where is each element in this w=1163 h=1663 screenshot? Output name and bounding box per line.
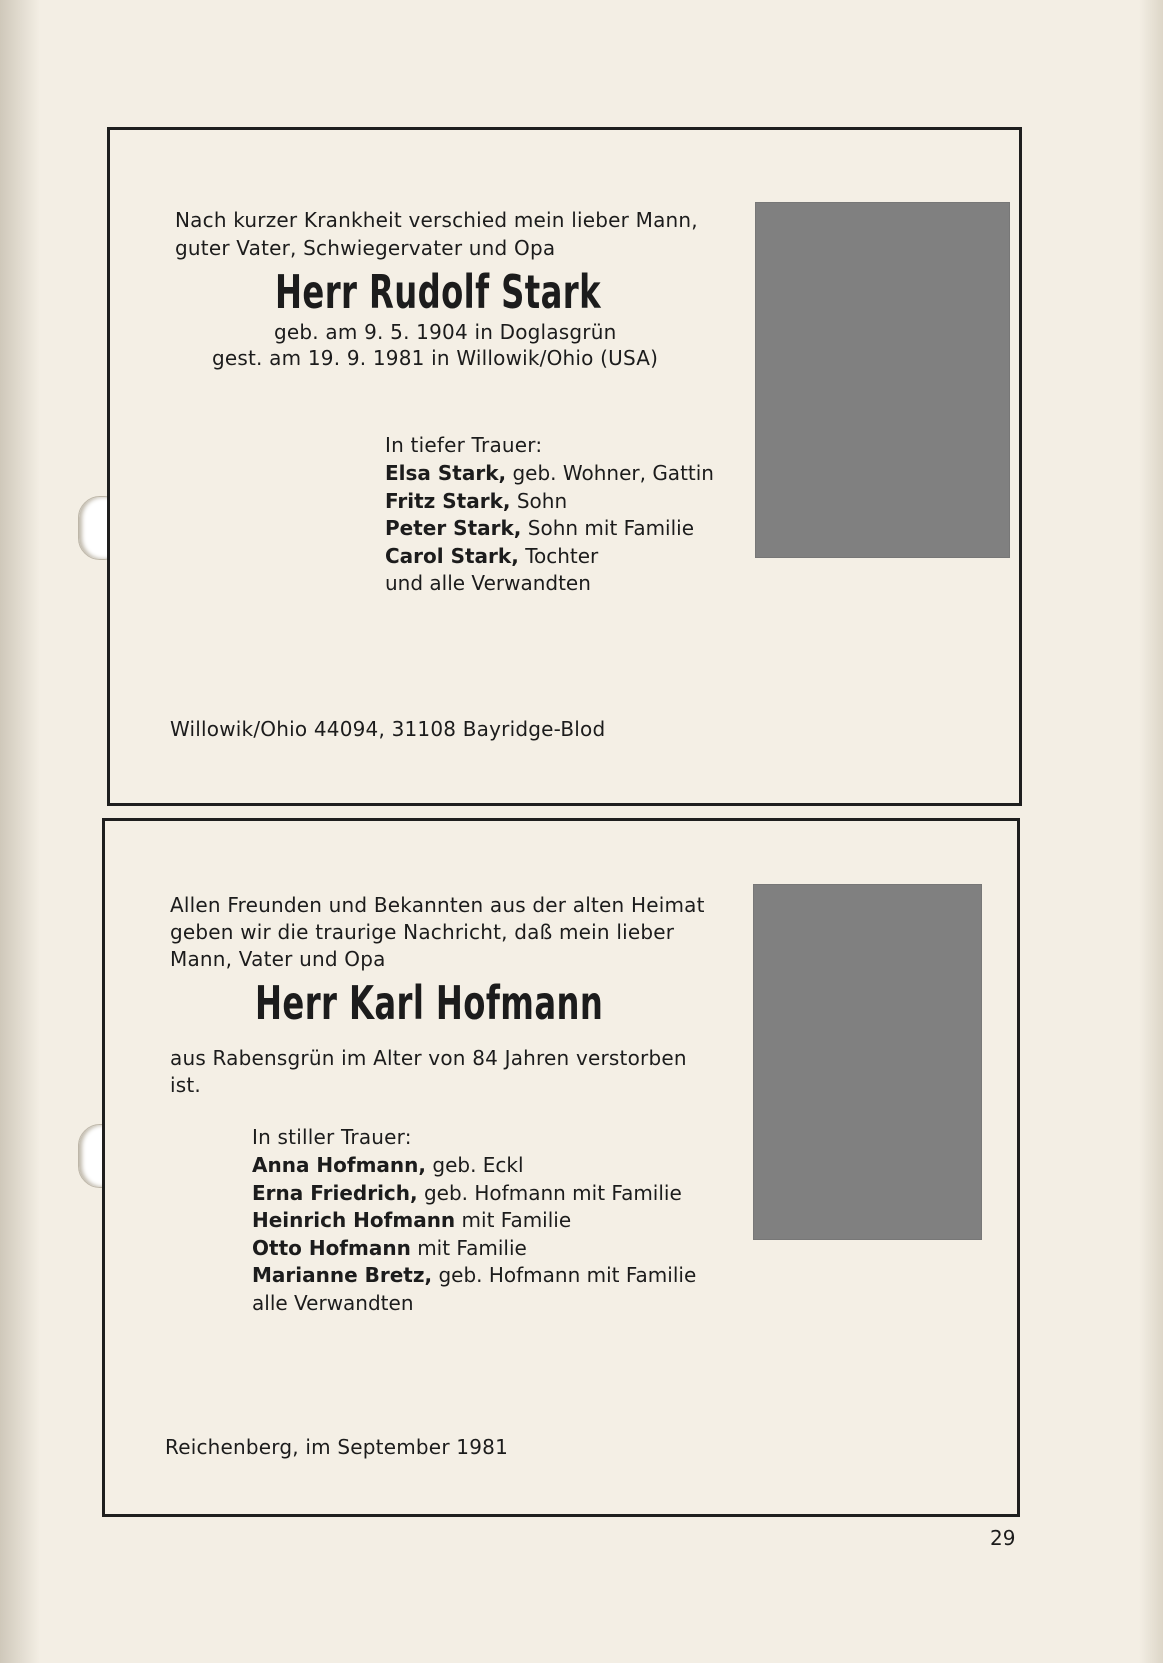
obituary-notice-rudolf-stark: [107, 127, 1022, 806]
page-edge: [1139, 0, 1163, 1663]
place-date: Reichenberg, im September 1981: [165, 1435, 508, 1459]
detail-line: ist.: [170, 1073, 201, 1097]
intro-line: guter Vater, Schwiegervater und Opa: [175, 236, 556, 260]
mourners-closing: alle Verwandten: [252, 1290, 414, 1315]
mourner-entry: Fritz Stark, Sohn: [385, 488, 568, 513]
mourner-entry: Peter Stark, Sohn mit Familie: [385, 516, 695, 540]
mourners-list: [252, 1152, 696, 1317]
mourners-closing: und alle Verwandten: [385, 571, 591, 595]
mourner-entry: Otto Hofmann mit Familie: [252, 1235, 527, 1260]
mourner-entry: Erna Friedrich, geb. Hofmann mit Familie: [252, 1180, 682, 1205]
mourner-entry: Anna Hofmann, geb. Eckl: [252, 1153, 524, 1177]
detail-line: aus Rabensgrün im Alter von 84 Jahren verstorben: [170, 1046, 687, 1070]
intro-line: Nach kurzer Krankheit verschied mein lieber Mann,: [175, 208, 698, 232]
page-gutter-shadow: [0, 0, 40, 1663]
mourner-entry: Heinrich Hofmann mit Familie: [252, 1208, 572, 1232]
mourning-heading: In stiller Trauer:: [252, 1125, 412, 1149]
portrait-photo: [753, 884, 982, 1240]
page-number: 29: [990, 1526, 1016, 1550]
intro-line: geben wir die traurige Nachricht, daß mein lieber: [170, 920, 675, 944]
birth-info: geb. am 9. 5. 1904 in Doglasgrün: [274, 320, 617, 344]
mourner-entry: Elsa Stark, geb. Wohner, Gattin: [385, 461, 714, 485]
deceased-name: Herr Karl Hofmann: [255, 976, 604, 1030]
mourner-entry: Marianne Bretz, geb. Hofmann mit Familie: [252, 1263, 697, 1287]
mourner-entry: Carol Stark, Tochter: [385, 543, 599, 568]
portrait-photo: [755, 202, 1010, 558]
deceased-name: Herr Rudolf Stark: [275, 265, 601, 319]
mourning-heading: In tiefer Trauer:: [385, 433, 543, 457]
intro-line: Allen Freunden und Bekannten aus der alten Heimat: [170, 893, 705, 917]
mourners-list: [385, 460, 714, 598]
obituary-notice-karl-hofmann: [102, 818, 1020, 1517]
intro-line: Mann, Vater und Opa: [170, 947, 386, 971]
death-info: gest. am 19. 9. 1981 in Willowik/Ohio (USA): [212, 346, 659, 370]
address: Willowik/Ohio 44094, 31108 Bayridge-Blod: [170, 717, 606, 741]
